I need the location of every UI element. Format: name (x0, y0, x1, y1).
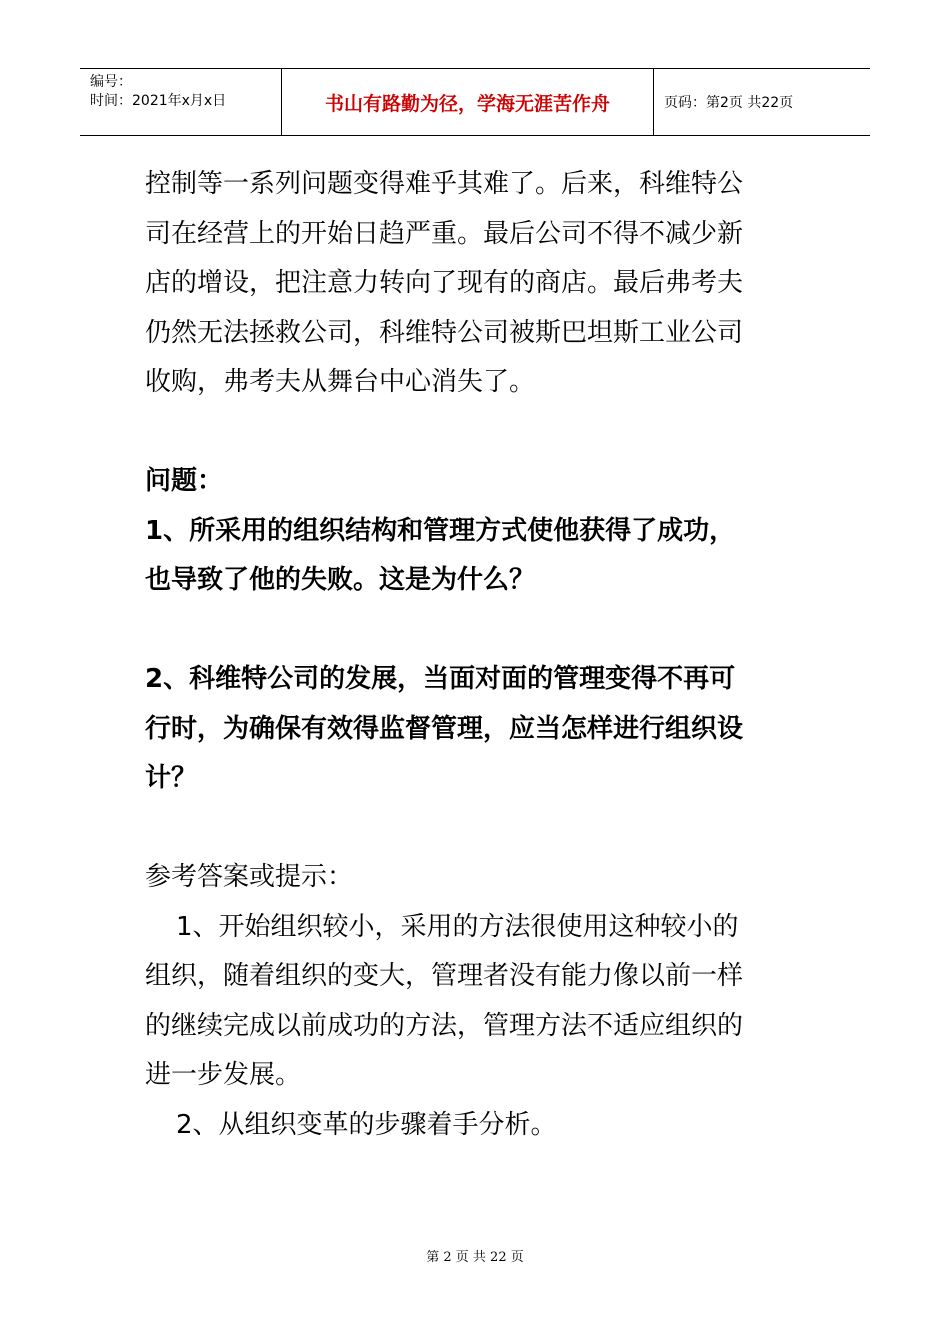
answer-1-line: 组织，随着组织的变大，管理者没有能力像以前一样 (145, 961, 744, 991)
answer-title: 参考答案或提示： (145, 862, 354, 892)
spacer (145, 408, 825, 458)
answer-1-line: 1、开始组织较小，采用的方法很使用这种较小的 (176, 911, 739, 942)
header-meta-cell (80, 69, 282, 135)
page-header (80, 68, 870, 136)
header-page-label: 页码：第2页 共22页 (664, 95, 794, 111)
question-2-line: 2、科维特公司的发展，当面对面的管理变得不再可 (145, 664, 736, 694)
body-line: 司在经营上的开始日趋严重。最后公司不得不减少新 (145, 218, 744, 249)
header-motto: 书山有路勤为径，学海无涯苦作舟 (282, 69, 654, 135)
spacer (145, 804, 825, 854)
body-line: 收购，弗考夫从舞台中心消失了。 (145, 367, 536, 397)
question-1-line: 也导致了他的失败。这是为什么？ (145, 565, 536, 595)
question-2-line: 行时，为确保有效得监督管理，应当怎样进行组织设 (145, 713, 744, 744)
page-footer: 第 2 页 共 22 页 (426, 1250, 524, 1265)
question-1-line: 1、所采用的组织结构和管理方式使他获得了成功， (145, 515, 736, 546)
document-body (145, 160, 825, 1150)
body-line: 仍然无法拯救公司，科维特公司被斯巴坦斯工业公司 (145, 317, 744, 348)
questions-title: 问题： (145, 466, 224, 496)
body-line: 控制等一系列问题变得难乎其难了。后来，科维特公 (145, 169, 744, 199)
answer-1-line: 的继续完成以前成功的方法，管理方法不适应组织的 (145, 1010, 744, 1041)
header-date-label: 时间：2021年x月x日 (90, 93, 227, 109)
answer-1-line: 进一步发展。 (145, 1060, 302, 1090)
body-line: 店的增设，把注意力转向了现有的商店。最后弗考夫 (145, 268, 744, 298)
answer-2-line: 2、从组织变革的步骤着手分析。 (176, 1109, 557, 1140)
header-code-label: 编号： (90, 74, 132, 90)
question-2-line: 计？ (145, 763, 198, 793)
spacer (145, 606, 825, 656)
